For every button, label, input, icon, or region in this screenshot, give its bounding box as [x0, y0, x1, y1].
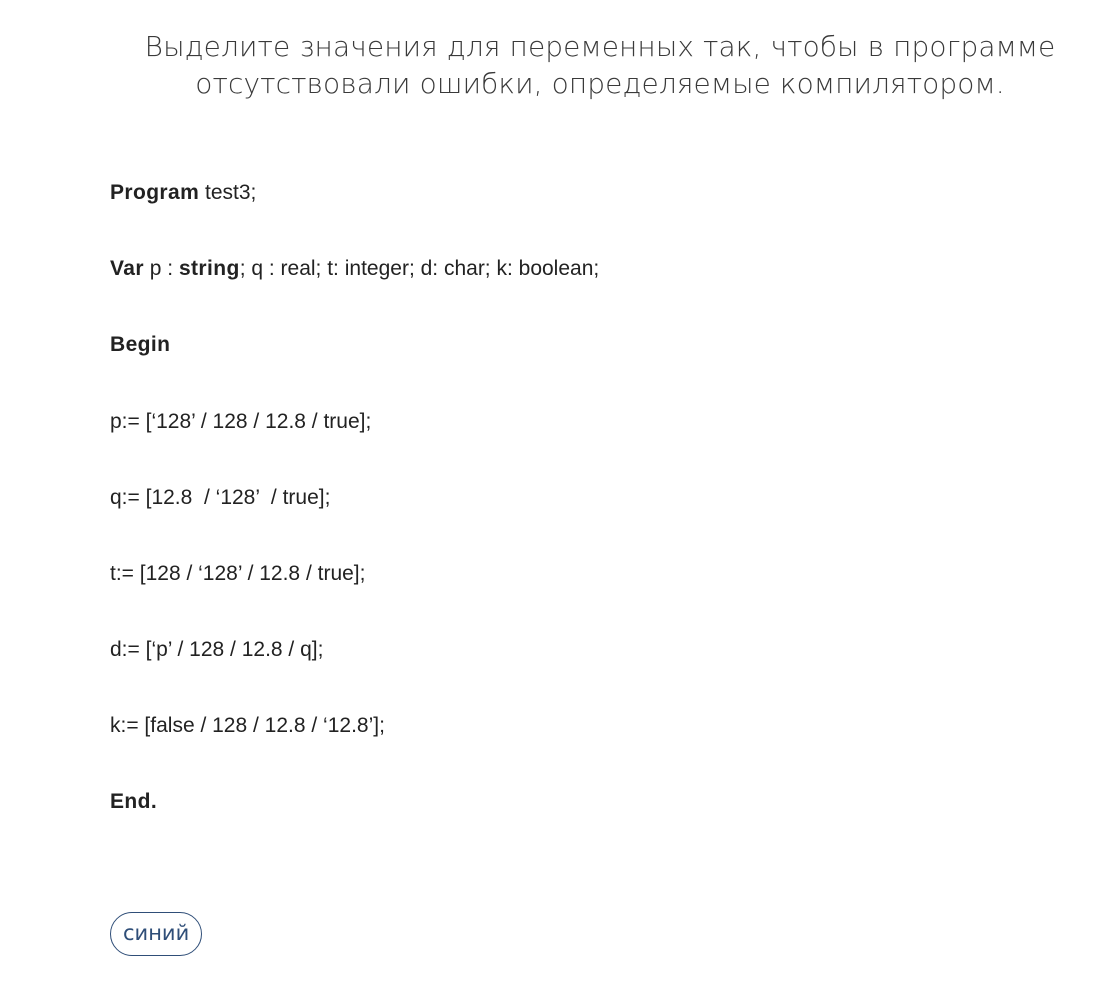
var-rest-declaration: ; q : real; t: integer; d: char; k: boolean; — [239, 257, 600, 280]
end-line — [110, 789, 157, 815]
string-type-keyword: string — [178, 257, 240, 280]
end-keyword: End. — [110, 790, 158, 813]
assign-t-line: t:= [128 / ‘128’ / 12.8 / true]; — [110, 562, 366, 585]
assign-p-line: p:= [‘128’ / 128 / 12.8 / true]; — [110, 410, 372, 433]
var-keyword: Var — [110, 257, 144, 280]
assign-k-line: k:= [false / 128 / 12.8 / ‘12.8’]; — [110, 714, 385, 737]
begin-keyword: Begin — [110, 333, 171, 356]
program-keyword: Program — [110, 181, 200, 204]
program-line — [110, 180, 256, 206]
program-name: test3; — [199, 181, 257, 204]
assign-q-line: q:= [12.8 / ‘128’ / true]; — [110, 486, 331, 509]
question-line-1: Выделите значения для переменных так, чтобы в программе — [144, 30, 1056, 63]
question-line-2: отсутствовали ошибки, определяемые компилятором. — [195, 67, 1005, 100]
question-text — [110, 28, 1090, 102]
var-p-declaration: p : — [143, 257, 179, 280]
begin-line — [110, 332, 170, 358]
var-line — [110, 256, 599, 282]
answer-chip-blue[interactable]: синий — [110, 912, 202, 956]
assign-d-line: d:= [‘p’ / 128 / 12.8 / q]; — [110, 638, 324, 661]
